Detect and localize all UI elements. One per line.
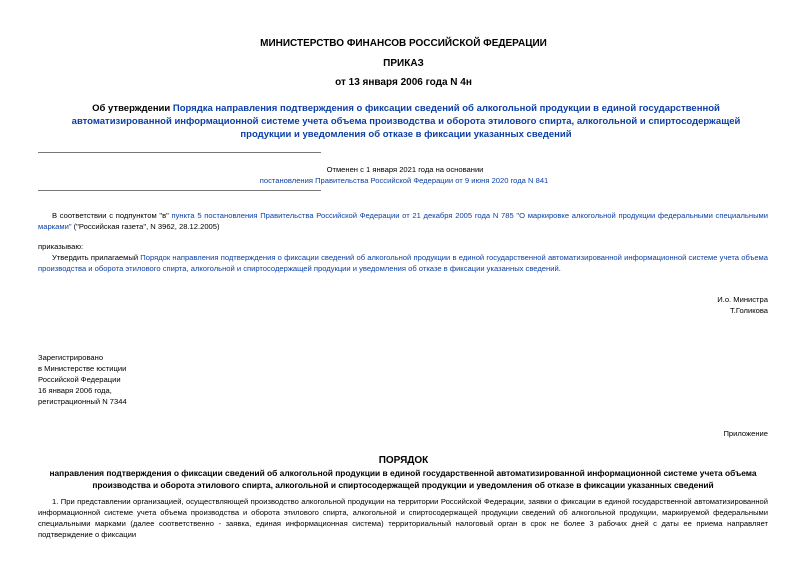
preamble-prefix: В соответствии с подпунктом "в" <box>52 211 172 220</box>
approve-paragraph <box>38 252 768 274</box>
title-prefix: Об утверждении <box>92 103 173 114</box>
preamble-link[interactable]: пункта 5 постановления Правительства Российской Федерации от 21 декабря 2005 года N 785 "О маркировке алкогольной продукции федеральными специальными марками" <box>38 211 768 231</box>
preamble-paragraph <box>38 210 768 232</box>
divider-top <box>38 152 321 153</box>
divider-bottom <box>38 190 321 191</box>
signature-name: Т.Голикова <box>729 306 768 315</box>
registration-line: в Министерстве юстиции <box>38 364 127 373</box>
registration-line: Российской Федерации <box>38 375 121 384</box>
appendix-label: Приложение <box>723 429 768 438</box>
approve-suffix: . <box>558 264 561 273</box>
repeal-notice-text: Отменен с 1 января 2021 года на основании <box>326 165 484 174</box>
title-link[interactable]: Порядка направления подтверждения о фиксации сведений об алкогольной продукции в единой государственной автоматизированной информационной системе учета объема производства и оборота этилового спирта, алкогольной и спиртосодержащей продукции и уведомления об отказе в фиксации указанных сведений <box>71 103 741 140</box>
repeal-notice-link[interactable]: постановления Правительства Российской Федерации от 9 июня 2020 года N 841 <box>259 176 549 185</box>
preamble-suffix: ("Российская газета", N 3962, 28.12.2005) <box>71 222 220 231</box>
approve-prefix: Утвердить прилагаемый <box>52 253 141 262</box>
approve-link[interactable]: Порядок направления подтверждения о фиксации сведений об алкогольной продукции в единой государственной автоматизированной информационной системе учета объема производства и оборота этилового спирта, алкогольной и спиртосодержащей продукции и уведомления об отказе в фиксации указанных сведений <box>38 253 768 273</box>
appendix-title: ПОРЯДОК <box>378 455 429 466</box>
appendix-subtitle: направления подтверждения о фиксации сведений об алкогольной продукции в единой государственной автоматизированной информационной системе учета объема производства и оборота этилового спирта, алкогольной и спиртосодержащей продукции и уведомления об отказе в фиксации указанных сведений <box>49 468 757 490</box>
signature-position: И.о. Министра <box>717 295 768 304</box>
ministry-heading: МИНИСТЕРСТВО ФИНАНСОВ РОССИЙСКОЙ ФЕДЕРАЦИИ <box>260 38 547 49</box>
doc-type-heading: ПРИКАЗ <box>383 58 424 69</box>
document-title <box>52 102 760 141</box>
appendix-paragraph-1: 1. При представлении организацией, осуществляющей производство алкогольной продукции на территории Российской Федерации, заявки о фиксации в единой государственной автоматизированной информационной системе учета объема производства и оборота этилового спирта, алкогольной и спиртосодержащей продукции сведений об алкогольной продукции, маркируемой федеральными специальными марками (далее соответственно - заявка, единая информационная система) территориальный налоговый орган в срок не более 3 рабочих дней с даты ее приема направляет подтверждение о фиксации <box>38 497 768 539</box>
registration-line: 16 января 2006 года, <box>38 386 112 395</box>
registration-line: Зарегистрировано <box>38 353 104 362</box>
order-word: приказываю: <box>38 242 84 251</box>
doc-date-number: от 13 января 2006 года N 4н <box>335 77 472 88</box>
registration-block <box>38 352 127 407</box>
registration-line: регистрационный N 7344 <box>38 397 127 406</box>
